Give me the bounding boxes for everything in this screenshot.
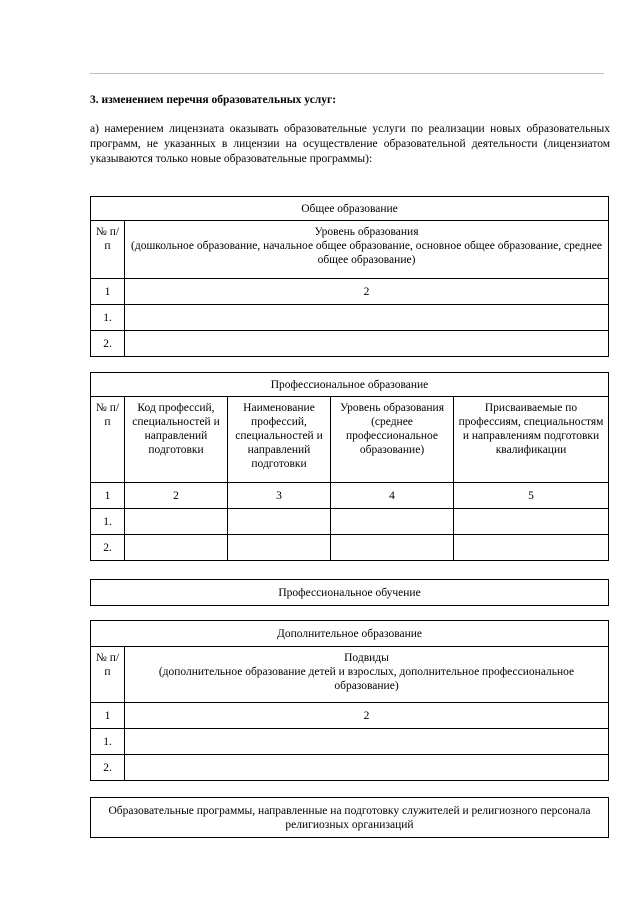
col-subtype-note: (дополнительное образование детей и взрослых, дополнительное профессиональное образование) bbox=[158, 666, 575, 692]
index-cell: 5 bbox=[454, 483, 609, 509]
empty-cell bbox=[125, 305, 609, 331]
table-row bbox=[91, 729, 609, 755]
index-cell: 1 bbox=[91, 483, 125, 509]
general-education-table bbox=[90, 196, 609, 357]
row-number: 2. bbox=[91, 331, 125, 357]
empty-cell bbox=[331, 535, 454, 561]
col-level-header: Уровень образования (среднее профессиональное образование) bbox=[331, 397, 454, 483]
col-level-note: (дошкольное образование, начальное общее образование, основное общее образование, среднее общее образование) bbox=[131, 240, 602, 266]
col-qualification-header: Присваиваемые по профессиям, специальностям и направлениям подготовки квалификации bbox=[454, 397, 609, 483]
table-row bbox=[91, 331, 609, 357]
index-cell: 1 bbox=[91, 703, 125, 729]
top-divider bbox=[90, 73, 604, 74]
index-cell: 4 bbox=[331, 483, 454, 509]
col-subtype-header bbox=[125, 647, 609, 703]
col-code-header: Код профессий, специальностей и направлений подготовки bbox=[125, 397, 228, 483]
col-level-label: Уровень образования bbox=[314, 226, 419, 238]
index-cell: 2 bbox=[125, 703, 609, 729]
empty-cell bbox=[454, 535, 609, 561]
empty-cell bbox=[125, 509, 228, 535]
empty-cell bbox=[125, 331, 609, 357]
empty-cell bbox=[125, 729, 609, 755]
empty-cell bbox=[228, 535, 331, 561]
table-row bbox=[91, 755, 609, 781]
row-number: 2. bbox=[91, 535, 125, 561]
additional-education-title: Дополнительное образование bbox=[91, 621, 609, 647]
index-cell: 1 bbox=[91, 279, 125, 305]
empty-cell bbox=[228, 509, 331, 535]
row-number: 1. bbox=[91, 729, 125, 755]
religious-programs-table bbox=[90, 797, 609, 838]
professional-education-table bbox=[90, 372, 609, 561]
index-cell: 3 bbox=[228, 483, 331, 509]
table-row bbox=[91, 509, 609, 535]
col-number-header: № п/п bbox=[91, 221, 125, 279]
professional-training-title: Профессиональное обучение bbox=[91, 580, 609, 606]
general-education-title: Общее образование bbox=[91, 197, 609, 221]
row-number: 2. bbox=[91, 755, 125, 781]
col-number-header: № п/п bbox=[91, 397, 125, 483]
table-row bbox=[91, 535, 609, 561]
additional-education-table bbox=[90, 620, 609, 781]
section-heading: 3. изменением перечня образовательных услуг: bbox=[90, 94, 337, 106]
empty-cell bbox=[125, 755, 609, 781]
table-row bbox=[91, 305, 609, 331]
row-number: 1. bbox=[91, 305, 125, 331]
index-cell: 2 bbox=[125, 483, 228, 509]
col-subtype-label: Подвиды bbox=[344, 652, 389, 664]
col-name-header: Наименование профессий, специальностей и направлений подготовки bbox=[228, 397, 331, 483]
col-number-header: № п/п bbox=[91, 647, 125, 703]
section-paragraph: а) намерением лицензиата оказывать образовательные услуги по реализации новых образовательных программ, не указанных в лицензии на осуществление образовательной деятельности (лицензиатом указываются только новые образовательные программы): bbox=[90, 123, 610, 165]
religious-programs-title: Образовательные программы, направленные на подготовку служителей и религиозного персонала религиозных организаций bbox=[91, 798, 609, 838]
professional-education-title: Профессиональное образование bbox=[91, 373, 609, 397]
empty-cell bbox=[331, 509, 454, 535]
col-level-header bbox=[125, 221, 609, 279]
professional-training-table bbox=[90, 579, 609, 606]
empty-cell bbox=[125, 535, 228, 561]
empty-cell bbox=[454, 509, 609, 535]
index-cell: 2 bbox=[125, 279, 609, 305]
row-number: 1. bbox=[91, 509, 125, 535]
